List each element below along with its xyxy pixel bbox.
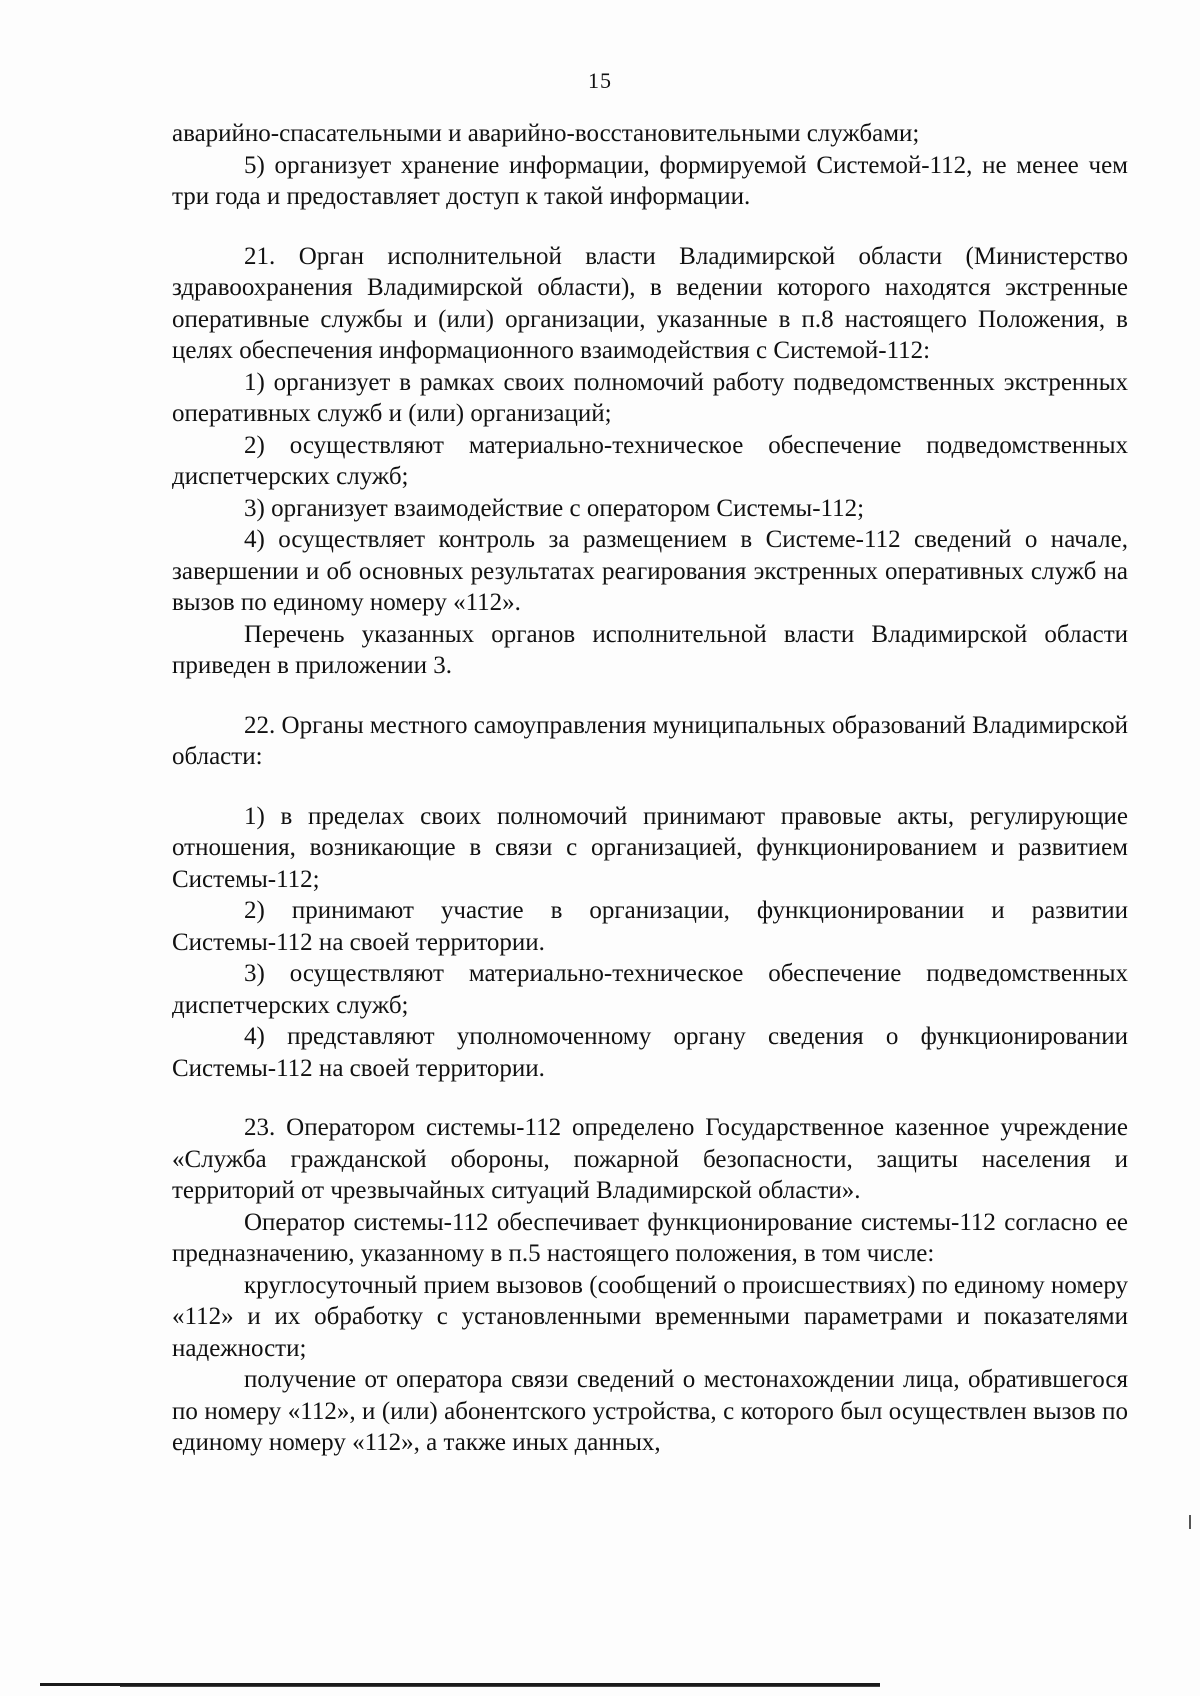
paragraph-item-5: 5) организует хранение информации, формируемой Системой-112, не менее чем три года и предоставляет доступ к такой информации. bbox=[172, 151, 1128, 210]
paragraph-22-item-1: 1) в пределах своих полномочий принимают правовые акты, регулирующие отношения, возникающие в связи с организацией, функционированием и развитием Системы-112; bbox=[172, 802, 1128, 893]
paragraph-23-duty-location: получение от оператора связи сведений о местонахождении лица, обратившегося по номеру «112», и (или) абонентского устройства, с которого был осуществлен вызов по единому номеру «112», а также иных данных, bbox=[172, 1366, 1128, 1456]
paragraph-21-item-3: 3) организует взаимодействие с оператором Системы-112; bbox=[244, 494, 865, 522]
paragraph-22-item-2: 2) принимают участие в организации, функционировании и развитии Системы-112 на своей территории. bbox=[172, 897, 1128, 956]
paragraph-section-22: 22. Органы местного самоуправления муниципальных образований Владимирской области: bbox=[172, 711, 1128, 770]
paragraph-21-item-1: 1) организует в рамках своих полномочий работу подведомственных экстренных оперативных служб и (или) организаций; bbox=[172, 368, 1128, 427]
paragraph-section-23: 23. Оператором системы-112 определено Государственное казенное учреждение «Служба гражданской обороны, пожарной безопасности, защиты населения и территорий от чрезвычайных ситуаций Владимирской области». bbox=[172, 1114, 1128, 1204]
paragraph-21-list-note: Перечень указанных органов исполнительной власти Владимирской области приведен в приложении 3. bbox=[172, 620, 1128, 679]
paragraph-21-item-2: 2) осуществляют материально-техническое обеспечение подведомственных диспетчерских служб; bbox=[172, 431, 1128, 490]
paragraph-22-item-3: 3) осуществляют материально-техническое обеспечение подведомственных диспетчерских служб; bbox=[172, 960, 1128, 1019]
paragraph-22-item-4: 4) представляют уполномоченному органу сведения о функционировании Системы-112 на своей территории. bbox=[172, 1023, 1128, 1082]
paragraph-21-item-4: 4) осуществляет контроль за размещением в Системе-112 сведений о начале, завершении и об основных результатах реагирования экстренных оперативных служб на вызов по единому номеру «112». bbox=[172, 526, 1128, 616]
page-number: 15 bbox=[588, 68, 612, 93]
scan-margin-mark bbox=[1189, 1515, 1191, 1529]
paragraph-23-duty-reception: круглосуточный прием вызовов (сообщений о происшествиях) по единому номеру «112» и их обработку с установленными временными параметрами и показателями надежности; bbox=[172, 1271, 1128, 1362]
paragraph-section-21: 21. Орган исполнительной власти Владимирской области (Министерство здравоохранения Владимирской области), в ведении которого находятся экстренные оперативные службы и (или) организации, указанные в п.8 настоящего Положения, в целях обеспечения информационного взаимодействия с Системой-112: bbox=[172, 242, 1128, 364]
scan-bottom-edge-thin bbox=[120, 1686, 880, 1687]
paragraph-23-operator-duties: Оператор системы-112 обеспечивает функционирование системы-112 согласно ее предназначению, указанному в п.5 настоящего положения, в том числе: bbox=[172, 1208, 1128, 1267]
document-body bbox=[172, 118, 1128, 1459]
paragraph-continuation: аварийно-спасательными и аварийно-восстановительными службами; bbox=[172, 120, 920, 147]
